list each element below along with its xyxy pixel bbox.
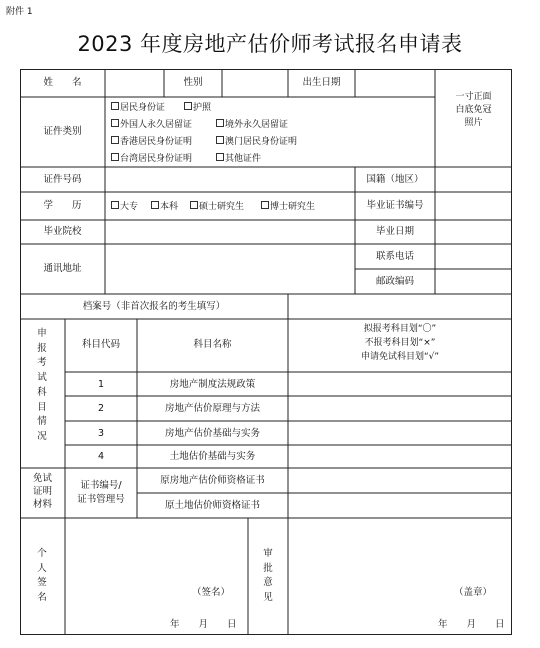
id-option-taiwan[interactable]: 台湾居民身份证明: [111, 153, 192, 164]
sign-note: （签名）: [192, 587, 231, 598]
checkbox[interactable]: [111, 153, 119, 161]
id-option-other[interactable]: 其他证件: [216, 153, 261, 164]
subject-instructions: [288, 323, 512, 365]
id-option-passport[interactable]: 护照: [184, 102, 211, 113]
subject-code: 3: [97, 428, 105, 439]
attachment-label: 附件 1: [6, 7, 33, 17]
id-option-overseas-pr[interactable]: 境外永久居留证: [216, 119, 288, 130]
exemption-cert-label: 证书编号/ 证书管理号: [77, 480, 125, 505]
archive-label: 档案号（非首次报名的考生填写）: [82, 301, 226, 312]
checkbox[interactable]: [216, 136, 224, 144]
checkbox[interactable]: [190, 201, 198, 209]
subject-name: 房地产估价基础与实务: [164, 428, 260, 439]
edu-option-bachelor[interactable]: 本科: [151, 201, 178, 212]
address-label: 通讯地址: [43, 263, 82, 274]
id-option-macau[interactable]: 澳门居民身份证明: [216, 136, 297, 147]
photo-note-line: 一寸正面: [455, 92, 492, 102]
edu-option-junior-college[interactable]: 大专: [111, 201, 138, 212]
subject-code: 4: [97, 451, 105, 462]
id-number-label: 证件号码: [43, 174, 82, 185]
id-option-foreign-pr[interactable]: 外国人永久居留证: [111, 119, 192, 130]
checkbox[interactable]: [184, 102, 192, 110]
name-label: 姓 名: [43, 77, 82, 88]
gender-label: 性别: [183, 77, 203, 88]
photo-placeholder: [435, 91, 512, 130]
application-form: [20, 69, 512, 635]
subject-name: 房地产估价原理与方法: [164, 403, 260, 414]
photo-note-line: 照片: [464, 118, 483, 129]
form-title: 2023 年度房地产估价师考试报名申请表: [77, 32, 463, 56]
checkbox[interactable]: [261, 201, 269, 209]
subject-code: 2: [97, 403, 105, 414]
id-option-resident[interactable]: 居民身份证: [111, 102, 165, 113]
nationality-label: 国籍（地区）: [366, 174, 424, 185]
cert-number-label: 毕业证书编号: [366, 200, 424, 211]
subject-name: 土地估价基础与实务: [169, 451, 256, 462]
instruction-line: 不报考科目划“×”: [364, 337, 436, 348]
seal-note: （盖章）: [454, 587, 493, 598]
approval-label: 审批意见: [263, 548, 273, 604]
personal-signature-label: 个人签名: [37, 548, 47, 604]
grad-date-label: 毕业日期: [375, 226, 414, 237]
birthdate-label: 出生日期: [302, 77, 341, 88]
subject-code-header: 科目代码: [81, 339, 120, 350]
checkbox[interactable]: [111, 102, 119, 110]
checkbox[interactable]: [111, 119, 119, 127]
subject-name-header: 科目名称: [193, 339, 232, 350]
exemption-side-label: 免试 证明 材料: [32, 473, 52, 510]
id-type-label: 证件类别: [43, 126, 82, 137]
school-label: 毕业院校: [43, 226, 82, 237]
checkbox[interactable]: [111, 136, 119, 144]
instruction-line: 拟报考科目划“〇”: [363, 324, 437, 334]
phone-label: 联系电话: [375, 251, 414, 262]
photo-note-line: 白底免冠: [455, 105, 492, 116]
checkbox[interactable]: [151, 201, 159, 209]
checkbox[interactable]: [216, 153, 224, 161]
checkbox[interactable]: [111, 201, 119, 209]
education-label: 学 历: [43, 200, 82, 211]
subject-name: 房地产制度法规政策: [169, 379, 256, 390]
exemption-item: 原房地产估价师资格证书: [160, 475, 265, 486]
subjects-side-label: 申报考试科目情况: [37, 328, 47, 443]
approval-date-line: 年 月 日: [438, 619, 505, 630]
sign-date-line: 年 月 日: [170, 619, 237, 630]
subject-code: 1: [97, 379, 105, 390]
instruction-line: 申请免试科目划“√”: [360, 351, 440, 362]
checkbox[interactable]: [216, 119, 224, 127]
edu-option-doctor[interactable]: 博士研究生: [261, 201, 315, 212]
id-option-hongkong[interactable]: 香港居民身份证明: [111, 136, 192, 147]
edu-option-master[interactable]: 硕士研究生: [190, 201, 244, 212]
postcode-label: 邮政编码: [375, 276, 414, 287]
exemption-item: 原土地估价师资格证书: [164, 500, 260, 511]
